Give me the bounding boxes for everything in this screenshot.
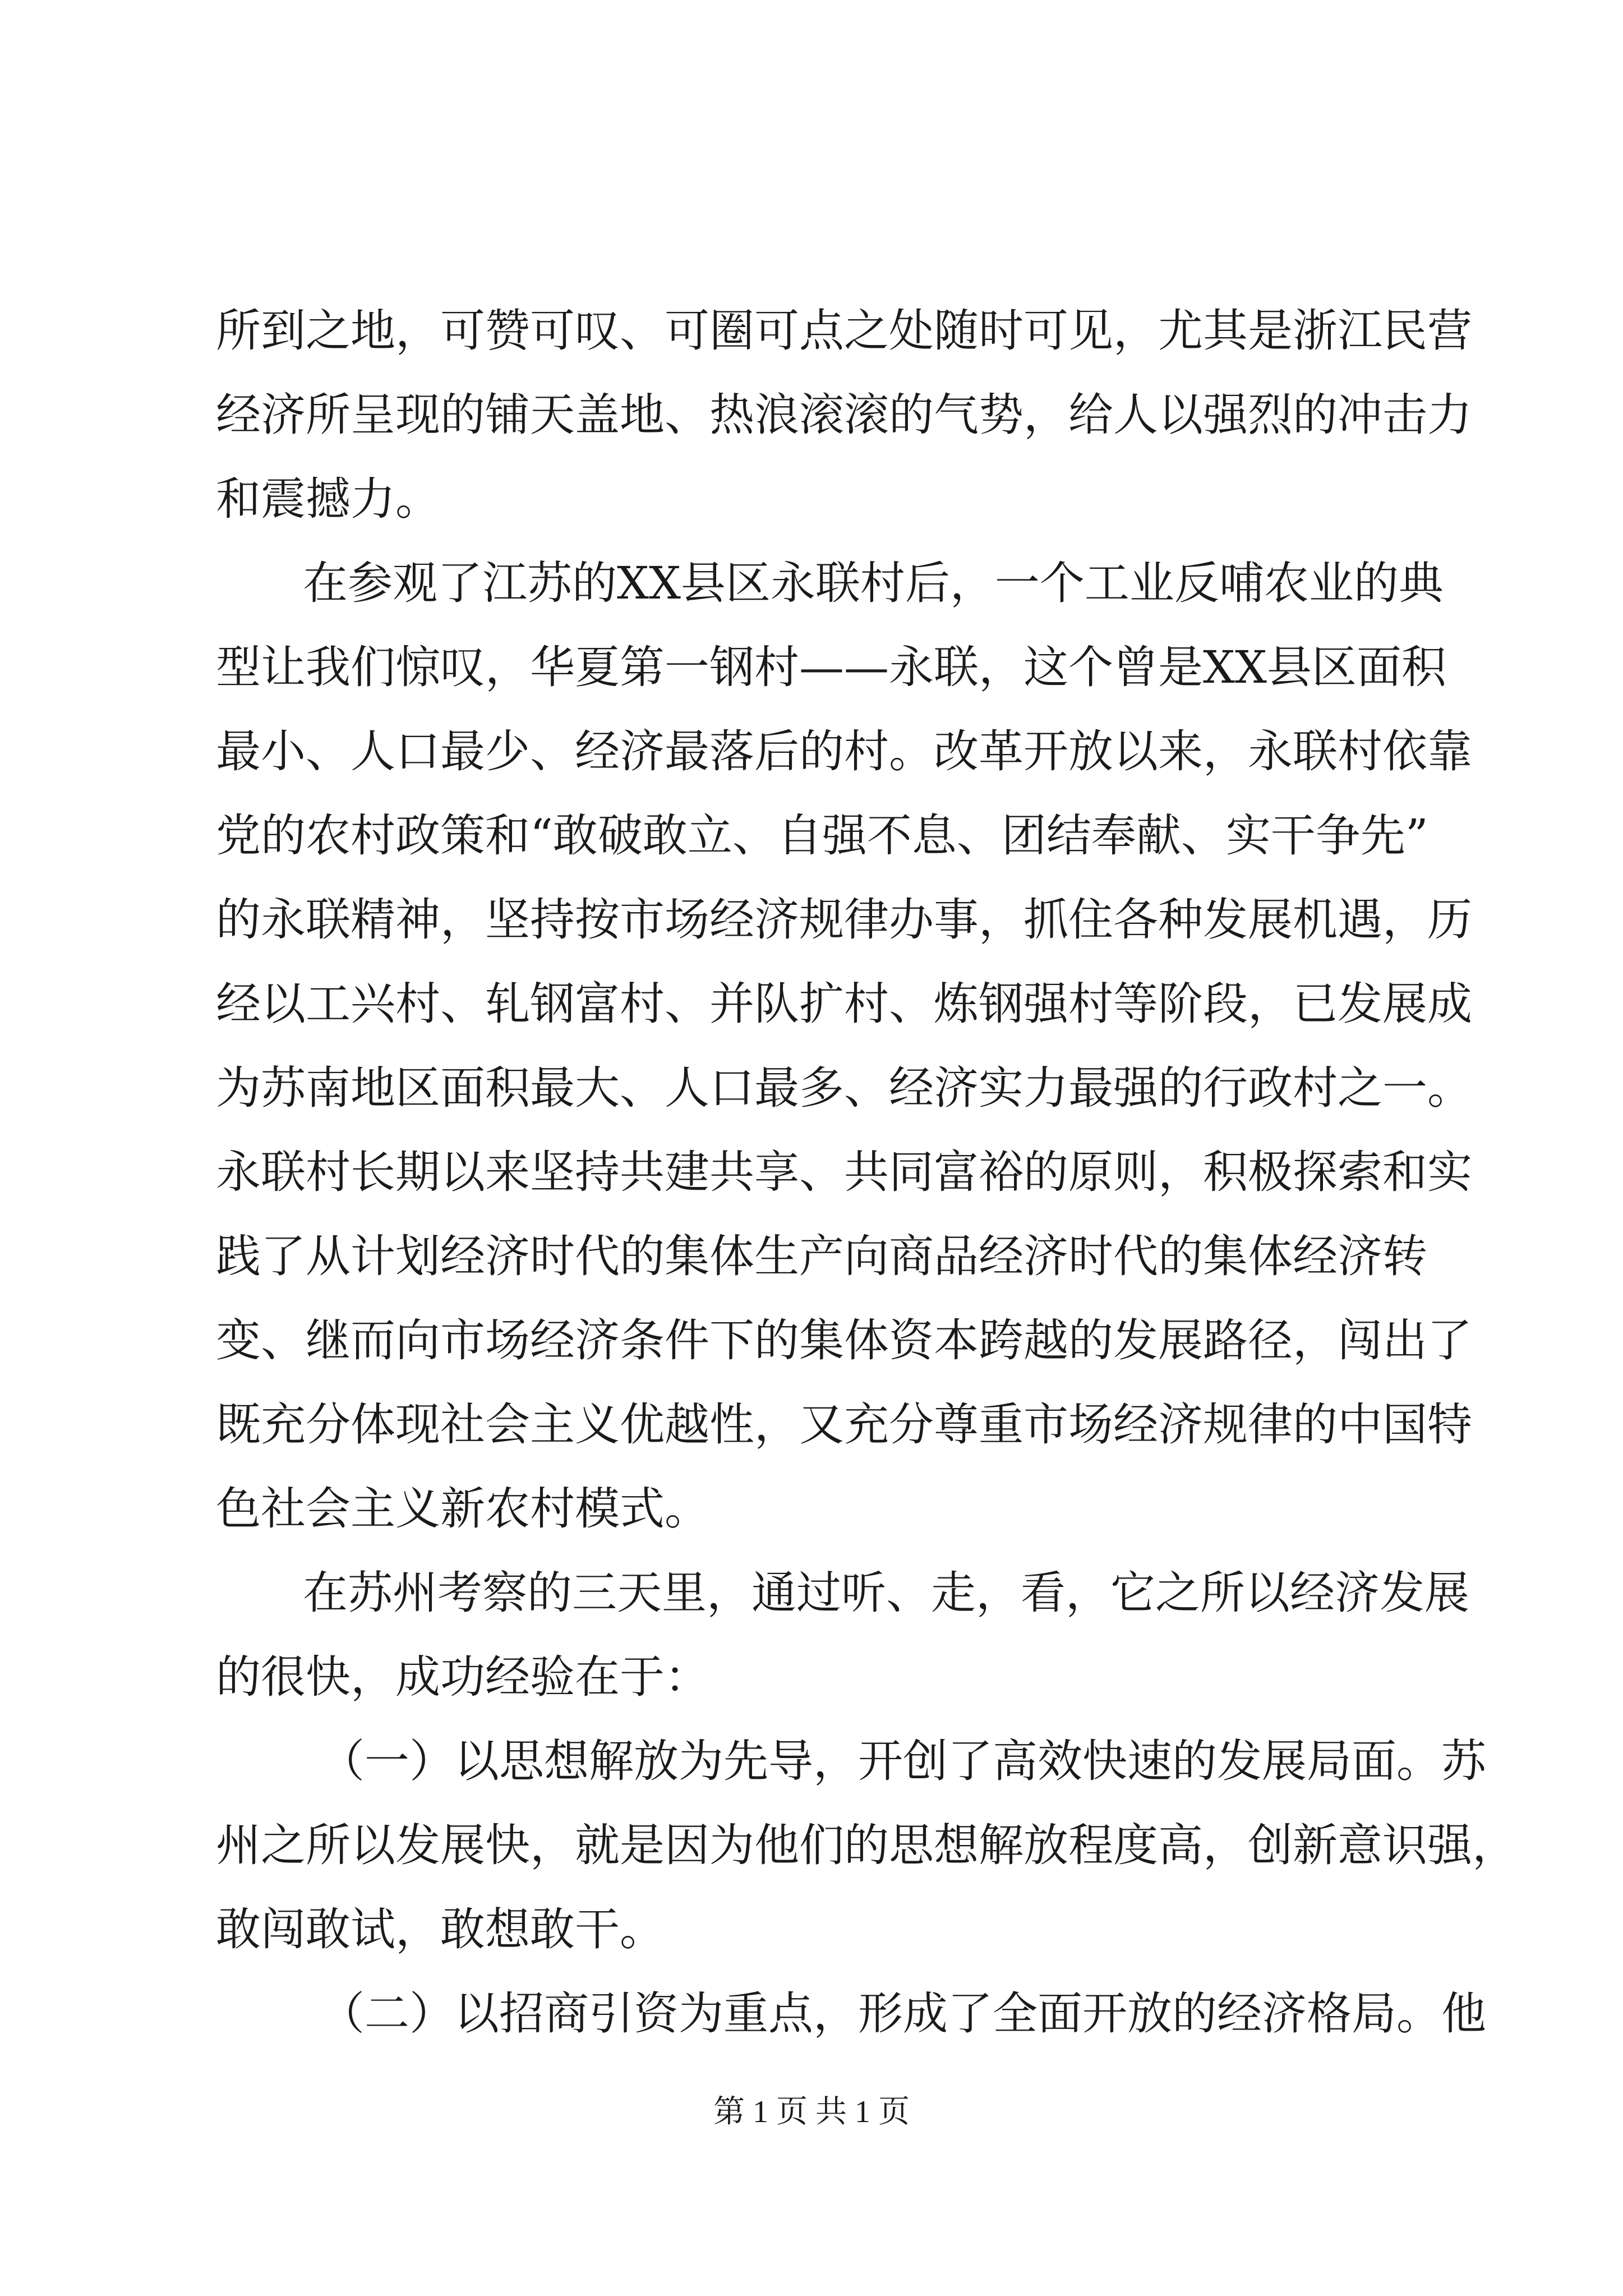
body-text-line: 既充分体现社会主义优越性，又充分尊重市场经济规律的中国特 [216,1398,1472,1451]
body-text-line: 色社会主义新农村模式。 [216,1483,709,1535]
paragraph-start-line: （二）以招商引资为重点，形成了全面开放的经济格局。他 [320,1987,1486,2040]
body-text-line: 敢闯敢试，敢想敢干。 [216,1903,665,1955]
body-text-line: 永联村长期以来坚持共建共享、共同富裕的原则，积极探索和实 [216,1146,1472,1198]
body-text-line: 为苏南地区面积最大、人口最多、经济实力最强的行政村之一。 [216,1062,1472,1114]
body-text-line: 的很快，成功经验在于： [216,1651,709,1703]
body-text-line: 变、继而向市场经济条件下的集体资本跨越的发展路径，闯出了 [216,1314,1472,1366]
page-footer: 第 1 页 共 1 页 [713,2095,910,2129]
body-text-line: 型让我们惊叹，华夏第一钢村——永联，这个曾是XX县区面积 [216,641,1446,693]
body-text-line: 的永联精神，坚持按市场经济规律办事，抓住各种发展机遇，历 [216,894,1472,946]
body-text-line: 最小、人口最少、经济最落后的村。改革开放以来，永联村依靠 [216,725,1472,777]
body-text-line: 党的农村政策和“敢破敢立、自强不息、团结奉献、实干争先” [216,809,1428,862]
body-text-line: 所到之地，可赞可叹、可圈可点之处随时可见，尤其是浙江民营 [216,305,1472,357]
paragraph-start-line: 在苏州考察的三天里，通过听、走，看，它之所以经济发展 [303,1567,1469,1619]
paragraph-start-line: （一）以思想解放为先导，开创了高效快速的发展局面。苏 [320,1735,1486,1787]
body-text-line: 践了从计划经济时代的集体生产向商品经济时代的集体经济转 [216,1230,1427,1282]
body-text-line: 和震撼力。 [216,473,440,525]
body-text-line: 经济所呈现的铺天盖地、热浪滚滚的气势，给人以强烈的冲击力 [216,389,1472,441]
body-text-line: 经以工兴村、轧钢富村、并队扩村、炼钢强村等阶段，已发展成 [216,978,1472,1030]
paragraph-start-line: 在参观了江苏的XX县区永联村后，一个工业反哺农业的典 [303,557,1444,609]
body-text-line: 州之所以发展快，就是因为他们的思想解放程度高，创新意识强， [216,1819,1517,1871]
